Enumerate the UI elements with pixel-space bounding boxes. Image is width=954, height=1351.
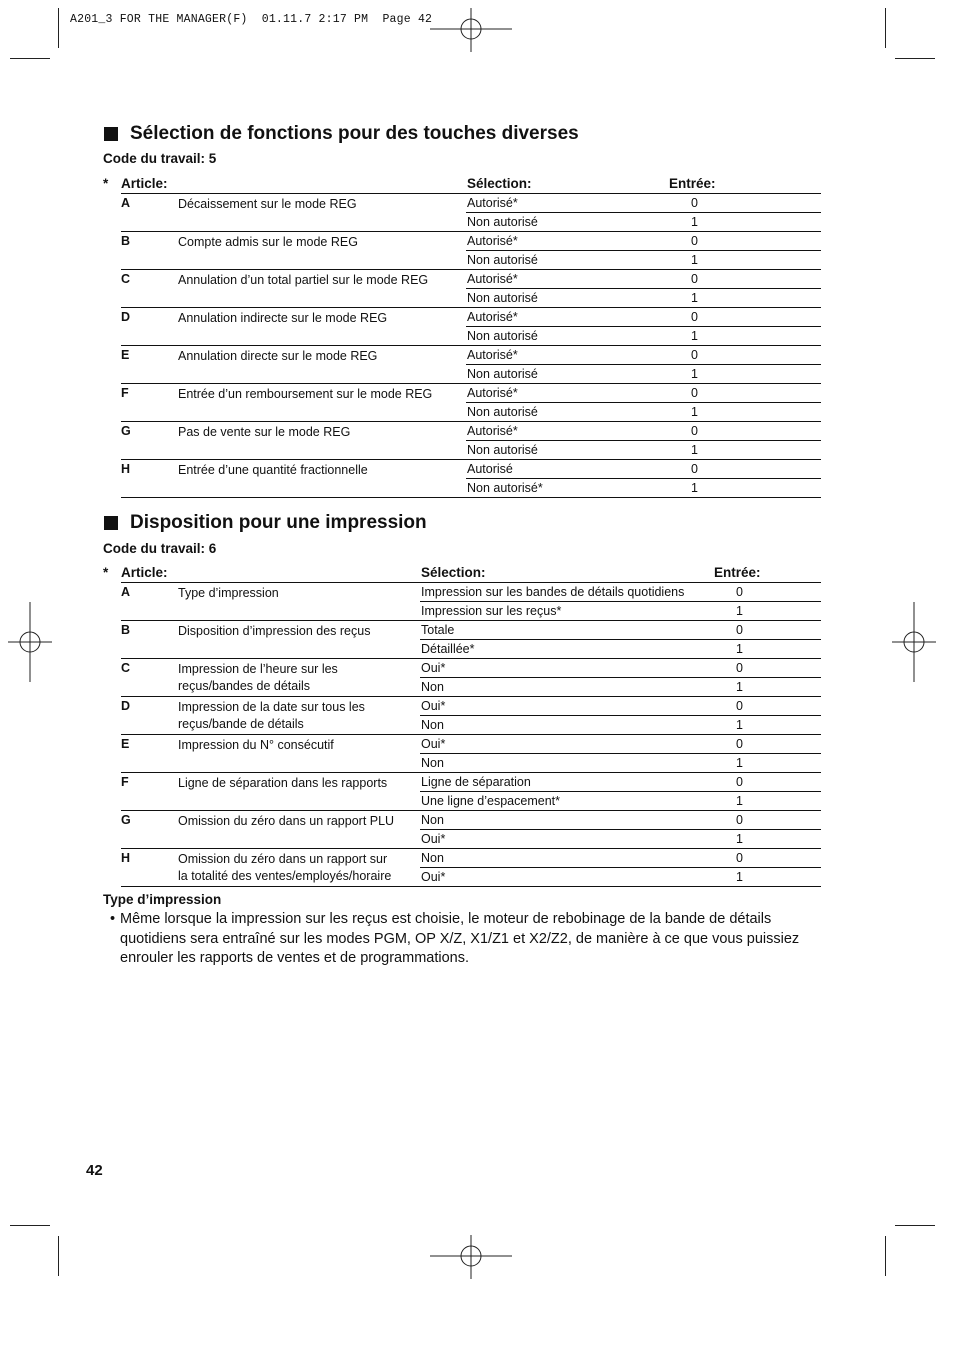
crop-mark [58,1236,59,1276]
option-value: 1 [736,680,743,694]
table-row [121,659,821,697]
table-row [121,735,821,773]
option-label: Non [421,756,444,770]
table-header [103,565,821,583]
option-label: Non autorisé [467,367,538,381]
option-value: 0 [691,348,698,362]
option-value: 1 [691,291,698,305]
row-description [178,585,279,602]
column-header-entry: Entrée: [714,565,761,580]
column-header-selection: Sélection: [421,565,486,580]
option-value: 1 [691,443,698,457]
option-label: Non [421,851,444,865]
row-letter: G [121,424,131,438]
description-line: Omission du zéro dans un rapport PLU [178,814,395,828]
row-description [178,813,394,830]
option-label: Totale [421,623,455,637]
square-bullet-icon [104,516,118,530]
option-row [466,346,821,365]
option-label: Non [421,718,444,732]
option-value: 1 [691,405,698,419]
crop-mark [895,1225,935,1226]
description-line: Disposition d’impression des reçus [178,624,371,638]
bullet: • [110,911,116,927]
option-value: 0 [736,585,743,599]
section-title [104,123,579,145]
option-value: 1 [691,215,698,229]
job-code-label: Code du travail: 5 [103,151,217,166]
option-label: Non autorisé [467,443,538,457]
option-label: Oui* [421,699,446,713]
table-row [121,460,821,498]
option-label: Non autorisé [467,253,538,267]
row-description [178,424,350,441]
note-paragraph [110,910,810,969]
option-value: 1 [691,329,698,343]
description-line: Entrée d’un remboursement sur le mode REG [178,387,433,401]
row-letter: F [121,775,129,789]
row-description [178,699,365,733]
option-label: Oui* [421,661,446,675]
option-value: 1 [691,367,698,381]
row-description [178,348,377,365]
option-label: Non [421,680,444,694]
table-row [121,583,821,621]
row-description [178,623,370,640]
table-row [121,308,821,346]
option-label: Ligne de séparation [421,775,531,789]
description-line: Annulation indirecte sur le mode REG [178,311,388,325]
registration-mark-icon [430,8,512,52]
column-header-article: Article: [121,176,168,191]
option-label: Autorisé* [467,234,518,248]
option-label: Non [421,813,444,827]
option-value: 0 [691,424,698,438]
section-title-text: Sélection de fonctions pour des touches diverses [130,123,579,144]
description-line: reçus/bandes de détails [178,679,311,693]
option-row [420,621,821,640]
option-row [466,460,821,479]
table-row [121,697,821,735]
option-value: 1 [736,870,743,884]
option-row [466,232,821,251]
option-row [420,602,821,620]
table-row [121,773,821,811]
option-row [420,830,821,848]
description-line: Impression de l’heure sur les [178,662,338,676]
option-row [466,251,821,269]
row-letter: A [121,585,131,599]
row-letter: D [121,310,131,324]
crop-mark [10,58,50,59]
square-bullet-icon [104,127,118,141]
option-value: 0 [736,851,743,865]
option-label: Oui* [421,737,446,751]
option-value: 0 [736,775,743,789]
option-label: Autorisé [467,462,513,476]
option-value: 0 [691,386,698,400]
description-line: Impression de la date sur tous les [178,700,365,714]
option-row [420,659,821,678]
option-row [466,365,821,383]
table-row [121,384,821,422]
table-row [121,422,821,460]
print-header: A201_3 FOR THE MANAGER(F) 01.11.7 2:17 PM Page 42 [70,13,433,26]
option-value: 0 [691,310,698,324]
option-value: 1 [736,794,743,808]
option-value: 0 [736,661,743,675]
description-line: la totalité des ventes/employés/horaire [178,869,392,883]
option-row [466,441,821,459]
option-row [466,384,821,403]
option-value: 0 [736,623,743,637]
table-row [121,621,821,659]
option-value: 1 [736,642,743,656]
registration-mark-icon [8,602,52,682]
table-row [121,270,821,308]
description-line: Type d’impression [178,586,279,600]
row-description [178,234,358,251]
option-row [466,289,821,307]
option-label: Non autorisé* [467,481,543,495]
option-label: Impression sur les bandes de détails quotidiens [421,585,685,599]
registration-mark-icon [892,602,936,682]
row-letter: E [121,348,130,362]
option-value: 1 [736,832,743,846]
row-description [178,775,387,792]
crop-mark [58,8,59,48]
table-row [121,194,821,232]
row-description [178,386,432,403]
option-row [420,678,821,696]
option-value: 0 [691,234,698,248]
row-letter: H [121,462,131,476]
section-title [104,512,427,534]
option-row [420,697,821,716]
description-line: Compte admis sur le mode REG [178,235,358,249]
option-value: 1 [736,604,743,618]
option-row [420,640,821,658]
row-letter: B [121,623,131,637]
option-value: 0 [736,737,743,751]
option-row [466,403,821,421]
option-row [466,213,821,231]
option-label: Autorisé* [467,424,518,438]
table-header [103,176,821,194]
description-line: Décaissement sur le mode REG [178,197,357,211]
column-header-entry: Entrée: [669,176,716,191]
registration-mark-icon [430,1235,512,1279]
option-row [466,422,821,441]
option-row [420,792,821,810]
option-row [420,868,821,886]
description-line: Impression du N° consécutif [178,738,334,752]
option-value: 0 [691,272,698,286]
row-letter: H [121,851,131,865]
option-row [420,849,821,868]
description-line: Ligne de séparation dans les rapports [178,776,388,790]
option-row [466,308,821,327]
row-letter: E [121,737,130,751]
description-line: Omission du zéro dans un rapport sur [178,852,388,866]
option-label: Détaillée* [421,642,475,656]
table-row [121,849,821,887]
required-star: * [103,565,109,580]
note-body: Même lorsque la impression sur les reçus est choisie, le moteur de rebobinage de la bande de détails quotidiens sera entraîné sur les modes PGM, OP X/Z, X1/Z1 et X2/Z2, de manière à ce que vous puissiez enrouler les rapports de ventes et de programmations. [120,911,800,966]
option-label: Une ligne d’espacement* [421,794,560,808]
option-label: Autorisé* [467,196,518,210]
option-row [420,583,821,602]
option-label: Autorisé* [467,386,518,400]
description-line: Annulation directe sur le mode REG [178,349,378,363]
option-value: 1 [736,718,743,732]
column-header-article: Article: [121,565,168,580]
table-row [121,232,821,270]
option-row [420,735,821,754]
option-label: Autorisé* [467,310,518,324]
option-value: 1 [691,253,698,267]
option-row [466,270,821,289]
description-line: Pas de vente sur le mode REG [178,425,351,439]
option-value: 0 [736,699,743,713]
required-star: * [103,176,109,191]
option-value: 1 [691,481,698,495]
row-letter: C [121,272,131,286]
settings-table [103,176,821,498]
option-value: 0 [691,196,698,210]
option-label: Autorisé* [467,272,518,286]
row-letter: D [121,699,131,713]
column-header-selection: Sélection: [467,176,532,191]
option-row [420,754,821,772]
option-label: Impression sur les reçus* [421,604,562,618]
option-row [466,479,821,497]
option-label: Autorisé* [467,348,518,362]
table-row [121,811,821,849]
job-code-label: Code du travail: 6 [103,541,217,556]
option-row [466,194,821,213]
option-label: Non autorisé [467,291,538,305]
option-row [466,327,821,345]
option-label: Oui* [421,870,446,884]
option-row [420,716,821,734]
row-description [178,310,387,327]
row-description [178,196,357,213]
option-row [420,811,821,830]
crop-mark [895,58,935,59]
note-title: Type d’impression [103,892,222,907]
option-value: 0 [736,813,743,827]
option-value: 1 [736,756,743,770]
option-label: Oui* [421,832,446,846]
row-description [178,462,368,479]
row-description [178,661,338,695]
section-title-text: Disposition pour une impression [130,512,427,533]
crop-mark [10,1225,50,1226]
option-label: Non autorisé [467,215,538,229]
crop-mark [885,1236,886,1276]
description-line: Entrée d’une quantité fractionnelle [178,463,368,477]
row-letter: A [121,196,131,210]
table-row [121,346,821,384]
option-label: Non autorisé [467,329,538,343]
row-description [178,272,428,289]
description-line: reçus/bande de détails [178,717,304,731]
row-description [178,737,334,754]
row-letter: C [121,661,131,675]
row-letter: B [121,234,131,248]
description-line: Annulation d’un total partiel sur le mode REG [178,273,429,287]
crop-mark [885,8,886,48]
option-value: 0 [691,462,698,476]
page-number: 42 [86,1162,103,1179]
settings-table [103,565,821,887]
row-letter: G [121,813,131,827]
row-description [178,851,391,885]
row-letter: F [121,386,129,400]
option-label: Non autorisé [467,405,538,419]
option-row [420,773,821,792]
